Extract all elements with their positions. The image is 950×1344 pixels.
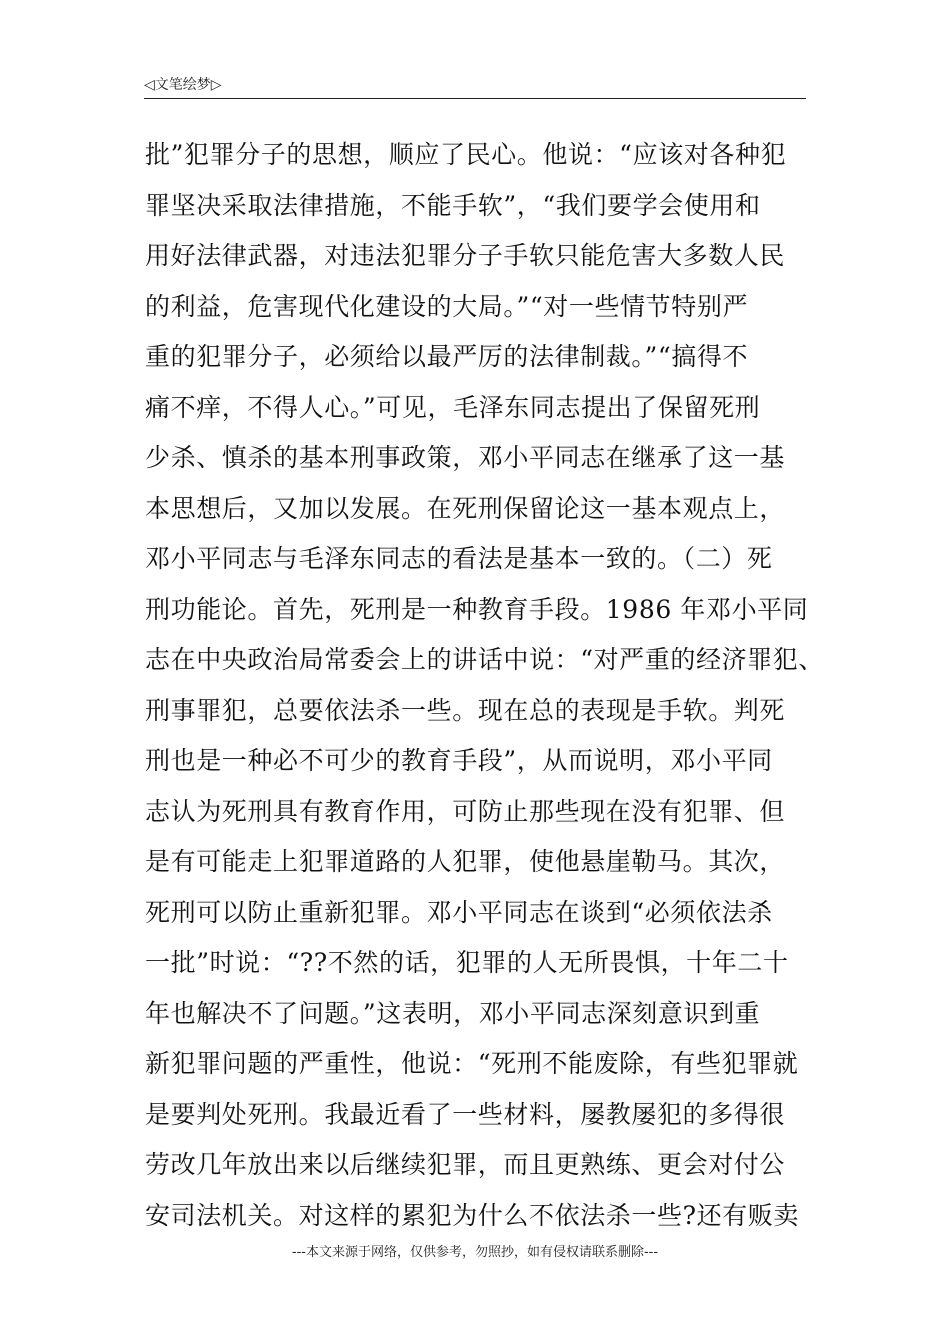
text-line: 重的犯罪分子，必须给以最严厉的法律制裁。”“搞得不 bbox=[145, 342, 749, 371]
text-line: 年也解决不了问题。”这表明，邓小平同志深刻意识到重 bbox=[145, 998, 761, 1028]
page-header bbox=[144, 74, 806, 98]
text-line: 批”犯罪分子的思想，顺应了民心。他说：“应该对各种犯 bbox=[145, 140, 787, 169]
text-line: 刑事罪犯，总要依法杀一些。现在总的表现是手软。判死 bbox=[145, 695, 786, 725]
text-line: 刑也是一种必不可少的教育手段”，从而说明，邓小平同 bbox=[145, 746, 773, 775]
text-line: 志认为死刑具有教育作用，可防止那些现在没有犯罪、但 bbox=[145, 796, 786, 826]
text-line: 刑功能论。首先，死刑是一种教育手段。1986 年邓小平同 bbox=[145, 594, 809, 624]
text-line: 邓小平同志与毛泽东同志的看法是基本一致的。（二）死 bbox=[145, 544, 773, 573]
text-line: 死刑可以防止重新犯罪。邓小平同志在谈到“必须依法杀 bbox=[145, 897, 773, 927]
text-line: 用好法律武器，对违法犯罪分子手软只能危害大多数人民 bbox=[145, 241, 786, 270]
text-line: 安司法机关。对这样的累犯为什么不依法杀一些?还有贩卖 bbox=[145, 1200, 800, 1230]
text-line: 是要判处死刑。我最近看了一些材料，屡教屡犯的多得很 bbox=[145, 1099, 786, 1129]
text-line: 本思想后，又加以发展。在死刑保留论这一基本观点上， bbox=[145, 493, 786, 523]
header-title: ◁文笔绘梦▷ bbox=[144, 77, 222, 93]
body-text bbox=[145, 130, 824, 1241]
text-line: 新犯罪问题的严重性，他说：“死刑不能废除，有些犯罪就 bbox=[145, 1049, 799, 1078]
text-line: 的利益，危害现代化建设的大局。”“对一些情节特别严 bbox=[145, 291, 749, 321]
text-line: 志在中央政治局常委会上的讲话中说：“对严重的经济罪犯、 bbox=[145, 645, 824, 674]
footer-notice: ---本文来源于网络，仅供参考，勿照抄，如有侵权请联系删除--- bbox=[291, 1245, 659, 1260]
text-line: 劳改几年放出来以后继续犯罪，而且更熟练、更会对付公 bbox=[145, 1150, 786, 1179]
text-line: 一批”时说：“??不然的话，犯罪的人无所畏惧，十年二十 bbox=[145, 948, 789, 977]
text-line: 少杀、慎杀的基本刑事政策，邓小平同志在继承了这一基 bbox=[145, 443, 786, 472]
header-divider bbox=[144, 98, 806, 99]
text-line: 是有可能走上犯罪道路的人犯罪，使他悬崖勒马。其次， bbox=[145, 847, 786, 876]
text-line: 罪坚决采取法律措施，不能手软”，“我们要学会使用和 bbox=[145, 190, 761, 220]
text-line: 痛不痒，不得人心。”可见，毛泽东同志提出了保留死刑 bbox=[145, 392, 761, 422]
